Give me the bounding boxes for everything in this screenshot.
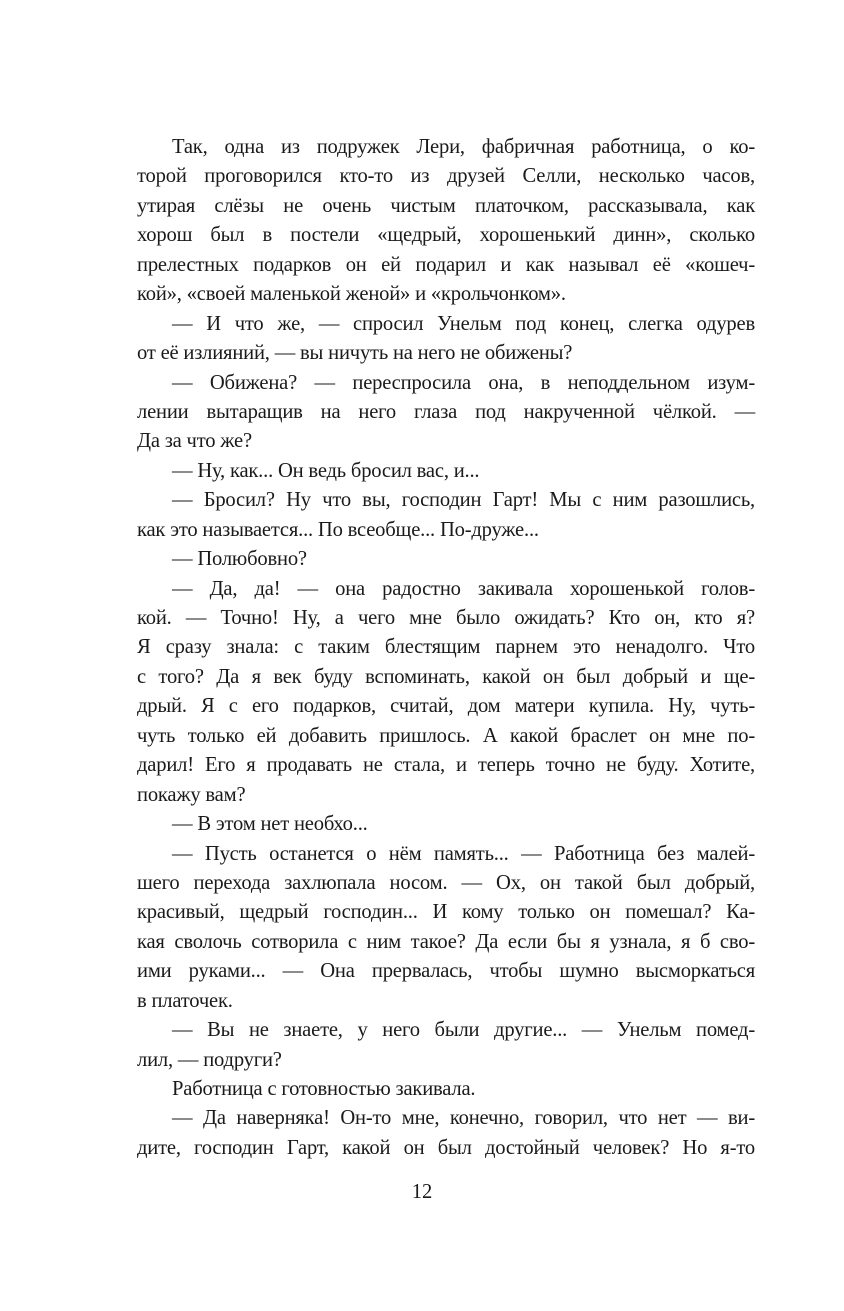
paragraph xyxy=(137,810,755,839)
text-line: — Да наверняка! Он-то мне, конечно, говорил, что нет — ви- xyxy=(172,1107,755,1130)
text-line: хорош был в постели «щедрый, хорошенький динн», сколько xyxy=(137,224,755,247)
text-line: — Да, да! — она радостно закивала хорошенькой голов- xyxy=(172,577,755,600)
text-line: — И что же, — спросил Унельм под конец, слегка одурев xyxy=(172,312,755,335)
text-line: дарил! Его я продавать не стала, и теперь точно не буду. Хотите, xyxy=(137,754,755,777)
text-line: — В этом нет необхо... xyxy=(172,813,368,836)
page-body-text xyxy=(137,133,755,1163)
text-line: — Вы не знаете, у него были другие... — Унельм помед- xyxy=(172,1019,755,1042)
paragraph xyxy=(137,1104,755,1163)
text-line: кая сволочь сотворила с ним такое? Да если бы я узнала, я б сво- xyxy=(137,930,755,953)
text-line: красивый, щедрый господин... И кому только он помешал? Ка- xyxy=(137,901,755,924)
text-line: утирая слёзы не очень чистым платочком, рассказывала, как xyxy=(137,194,755,217)
text-line: — Обижена? — переспросила она, в неподдельном изум- xyxy=(172,371,755,394)
text-line: дите, господин Гарт, какой он был достойный человек? Но я-то xyxy=(137,1136,755,1159)
text-line: дрый. Я с его подарков, считай, дом матери купила. Ну, чуть- xyxy=(137,695,755,718)
text-line: кой», «своей маленькой женой» и «крольчонком». xyxy=(137,283,566,306)
text-line: шего перехода захлюпала носом. — Ох, он такой был добрый, xyxy=(137,871,755,894)
paragraph xyxy=(137,133,755,310)
paragraph xyxy=(137,369,755,457)
text-line: ими руками... — Она прервалась, чтобы шумно высморкаться xyxy=(137,960,755,983)
text-line: прелестных подарков он ей подарил и как называл её «кошеч- xyxy=(137,253,755,276)
text-line: покажу вам? xyxy=(137,783,246,806)
paragraph xyxy=(137,575,755,811)
text-line: лении вытаращив на него глаза под накрученной чёлкой. — xyxy=(137,400,755,423)
text-line: Работница с готовностью закивала. xyxy=(172,1078,476,1100)
paragraph xyxy=(137,840,755,1017)
text-line: — Полюбовно? xyxy=(172,548,307,571)
text-line: Так, одна из подружек Лери, фабричная работница, о ко- xyxy=(172,136,755,158)
text-line: — Пусть останется о нём память... — Работница без малей- xyxy=(172,842,755,865)
text-line: — Ну, как... Он ведь бросил вас, и... xyxy=(172,459,480,482)
paragraph xyxy=(137,1075,755,1104)
text-line: от её излияний, — вы ничуть на него не обижены? xyxy=(137,342,573,365)
text-line: чуть только ей добавить пришлось. А какой браслет он мне по- xyxy=(137,724,755,747)
text-line: с того? Да я век буду вспоминать, какой он был добрый и ще- xyxy=(137,665,755,688)
paragraph xyxy=(137,545,755,574)
paragraph xyxy=(137,457,755,486)
text-line: кой. — Точно! Ну, а чего мне было ожидать? Кто он, кто я? xyxy=(137,607,755,629)
page-number: 12 xyxy=(411,1181,433,1203)
text-line: лил, — подруги? xyxy=(137,1048,282,1071)
text-line: Да за что же? xyxy=(137,430,252,453)
text-line: торой проговорился кто-то из друзей Селли, несколько часов, xyxy=(137,165,755,188)
text-line: Я сразу знала: с таким блестящим парнем это ненадолго. Что xyxy=(137,636,755,659)
paragraph xyxy=(137,310,755,369)
paragraph xyxy=(137,486,755,545)
text-line: как это называется... По всеобще... По-друже... xyxy=(137,518,539,541)
text-line: — Бросил? Ну что вы, господин Гарт! Мы с ним разошлись, xyxy=(172,489,755,512)
text-line: в платочек. xyxy=(137,989,233,1012)
paragraph xyxy=(137,1016,755,1075)
